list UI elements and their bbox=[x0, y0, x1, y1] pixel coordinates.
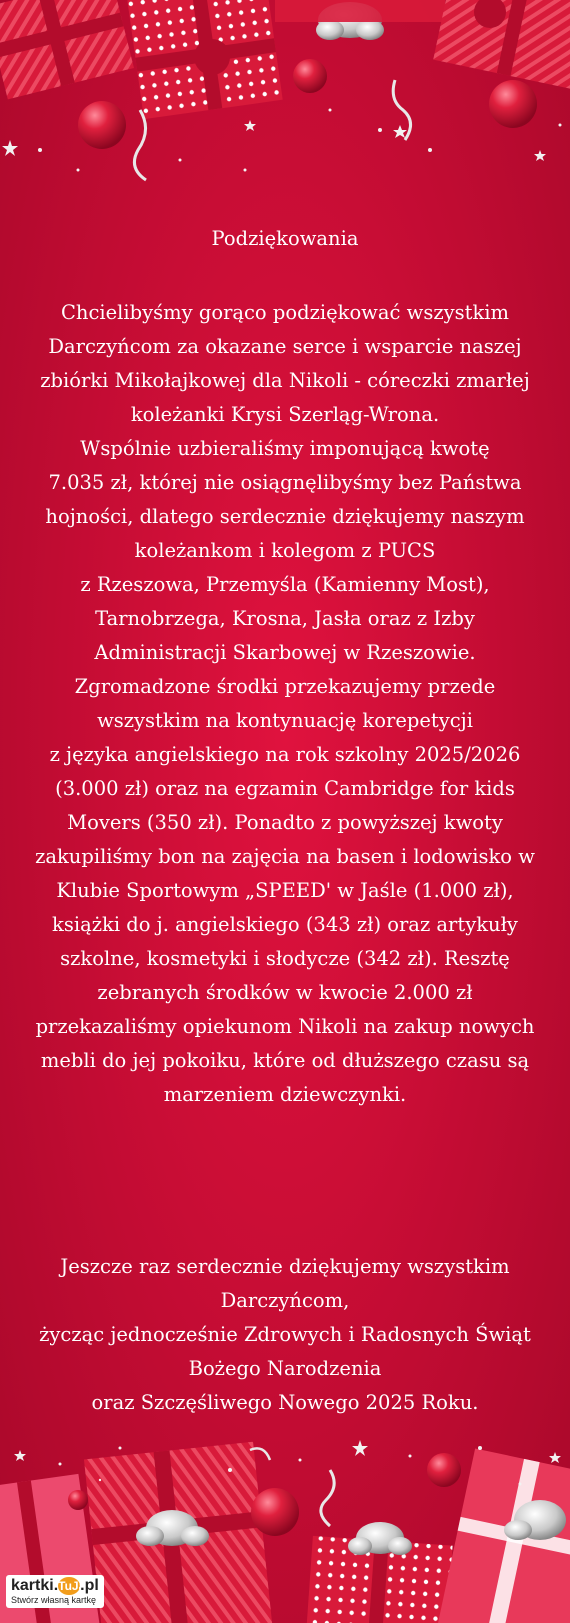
body-line: książki do j. angielskiego (343 zł) oraz artykuły bbox=[52, 913, 518, 936]
body-line: z języka angielskiego na rok szkolny 2025/2026 bbox=[49, 743, 521, 766]
body-line: Wspólnie uzbieraliśmy imponującą kwotę bbox=[80, 437, 490, 460]
gift-box-icon bbox=[0, 0, 134, 99]
silver-bow-icon bbox=[348, 1522, 412, 1555]
ribbon-icon bbox=[194, 39, 230, 75]
kartki-logo bbox=[6, 1575, 104, 1608]
brand-name-mid: TuJa bbox=[58, 1579, 86, 1593]
body-line: 7.035 zł, której nie osiągnęlibyśmy bez Państwa bbox=[48, 471, 522, 494]
brand-name bbox=[11, 1577, 99, 1595]
body-line: (3.000 zł) oraz na egzamin Cambridge for kids bbox=[55, 777, 515, 800]
closing-line: oraz Szczęśliwego Nowego 2025 Roku. bbox=[91, 1391, 479, 1414]
body-line: hojności, dlatego serdecznie dziękujemy naszym bbox=[45, 505, 525, 528]
body-line: przekazaliśmy opiekunom Nikoli na zakup nowych bbox=[35, 1015, 535, 1038]
body-line: koleżankom i kolegom z PUCS bbox=[134, 539, 436, 562]
body-line: Tarnobrzega, Krosna, Jasła oraz z Izby bbox=[95, 607, 475, 630]
body-line: Administracji Skarbowej w Rzeszowie. bbox=[94, 641, 476, 664]
closing-line: życząc jednocześnie Zdrowych i Radosnych Świąt bbox=[39, 1323, 531, 1346]
ribbon-icon bbox=[321, 1470, 334, 1526]
body-line: zakupiliśmy bon na zajęcia na basen i lodowisko w bbox=[35, 845, 535, 868]
card-heading bbox=[22, 222, 548, 256]
body-line: mebli do jej pokoiku, które od dłuższego czasu są bbox=[40, 1049, 530, 1072]
body-line: koleżanki Krysi Szerląg-Wrona. bbox=[130, 403, 440, 426]
ribbon-icon bbox=[134, 110, 146, 180]
closing-line: Darczyńcom, bbox=[220, 1289, 350, 1312]
christmas-bauble-icon bbox=[427, 1453, 461, 1487]
card-body bbox=[22, 296, 548, 1112]
body-line: zbiórki Mikołajkowej dla Nikoli - córeczki zmarłej bbox=[40, 369, 530, 392]
body-line: Chcielibyśmy gorąco podziękować wszystkim bbox=[60, 301, 509, 324]
brand-name-post: .pl bbox=[80, 1577, 99, 1594]
heading-text: Podziękowania bbox=[211, 227, 359, 250]
brand-name-pre: kartki. bbox=[11, 1577, 59, 1594]
body-line: Movers (350 zł). Ponadto z powyższej kwoty bbox=[67, 811, 503, 834]
body-line: Darczyńcom za okazane serce i wsparcie naszej bbox=[48, 335, 522, 358]
brand-tagline: Stwórz własną kartkę bbox=[11, 1595, 97, 1605]
body-line: Klubie Sportowym „SPEED' w Jaśle (1.000 zł), bbox=[56, 879, 514, 902]
top-decorations bbox=[0, 0, 570, 200]
closing-line: Bożego Narodzenia bbox=[188, 1357, 382, 1380]
body-line: wszystkim na kontynuację korepetycji bbox=[97, 709, 473, 732]
kartki-logo-link[interactable] bbox=[6, 1575, 118, 1615]
christmas-bauble-icon bbox=[251, 1488, 299, 1536]
body-line: marzeniem dziewczynki. bbox=[163, 1083, 407, 1106]
christmas-bauble-icon bbox=[78, 101, 126, 149]
christmas-bauble-icon bbox=[293, 59, 327, 93]
body-line: zebranych środków w kwocie 2.000 zł bbox=[97, 981, 473, 1004]
body-line: Zgromadzone środki przekazujemy przede bbox=[74, 675, 496, 698]
christmas-bauble-icon bbox=[489, 80, 537, 128]
body-line: z Rzeszowa, Przemyśla (Kamienny Most), bbox=[80, 573, 490, 596]
body-line: szkolne, kosmetyki i słodycze (342 zł). Resztę bbox=[60, 947, 510, 970]
card-closing bbox=[22, 1250, 548, 1420]
closing-line: Jeszcze raz serdecznie dziękujemy wszystkim bbox=[60, 1255, 510, 1278]
